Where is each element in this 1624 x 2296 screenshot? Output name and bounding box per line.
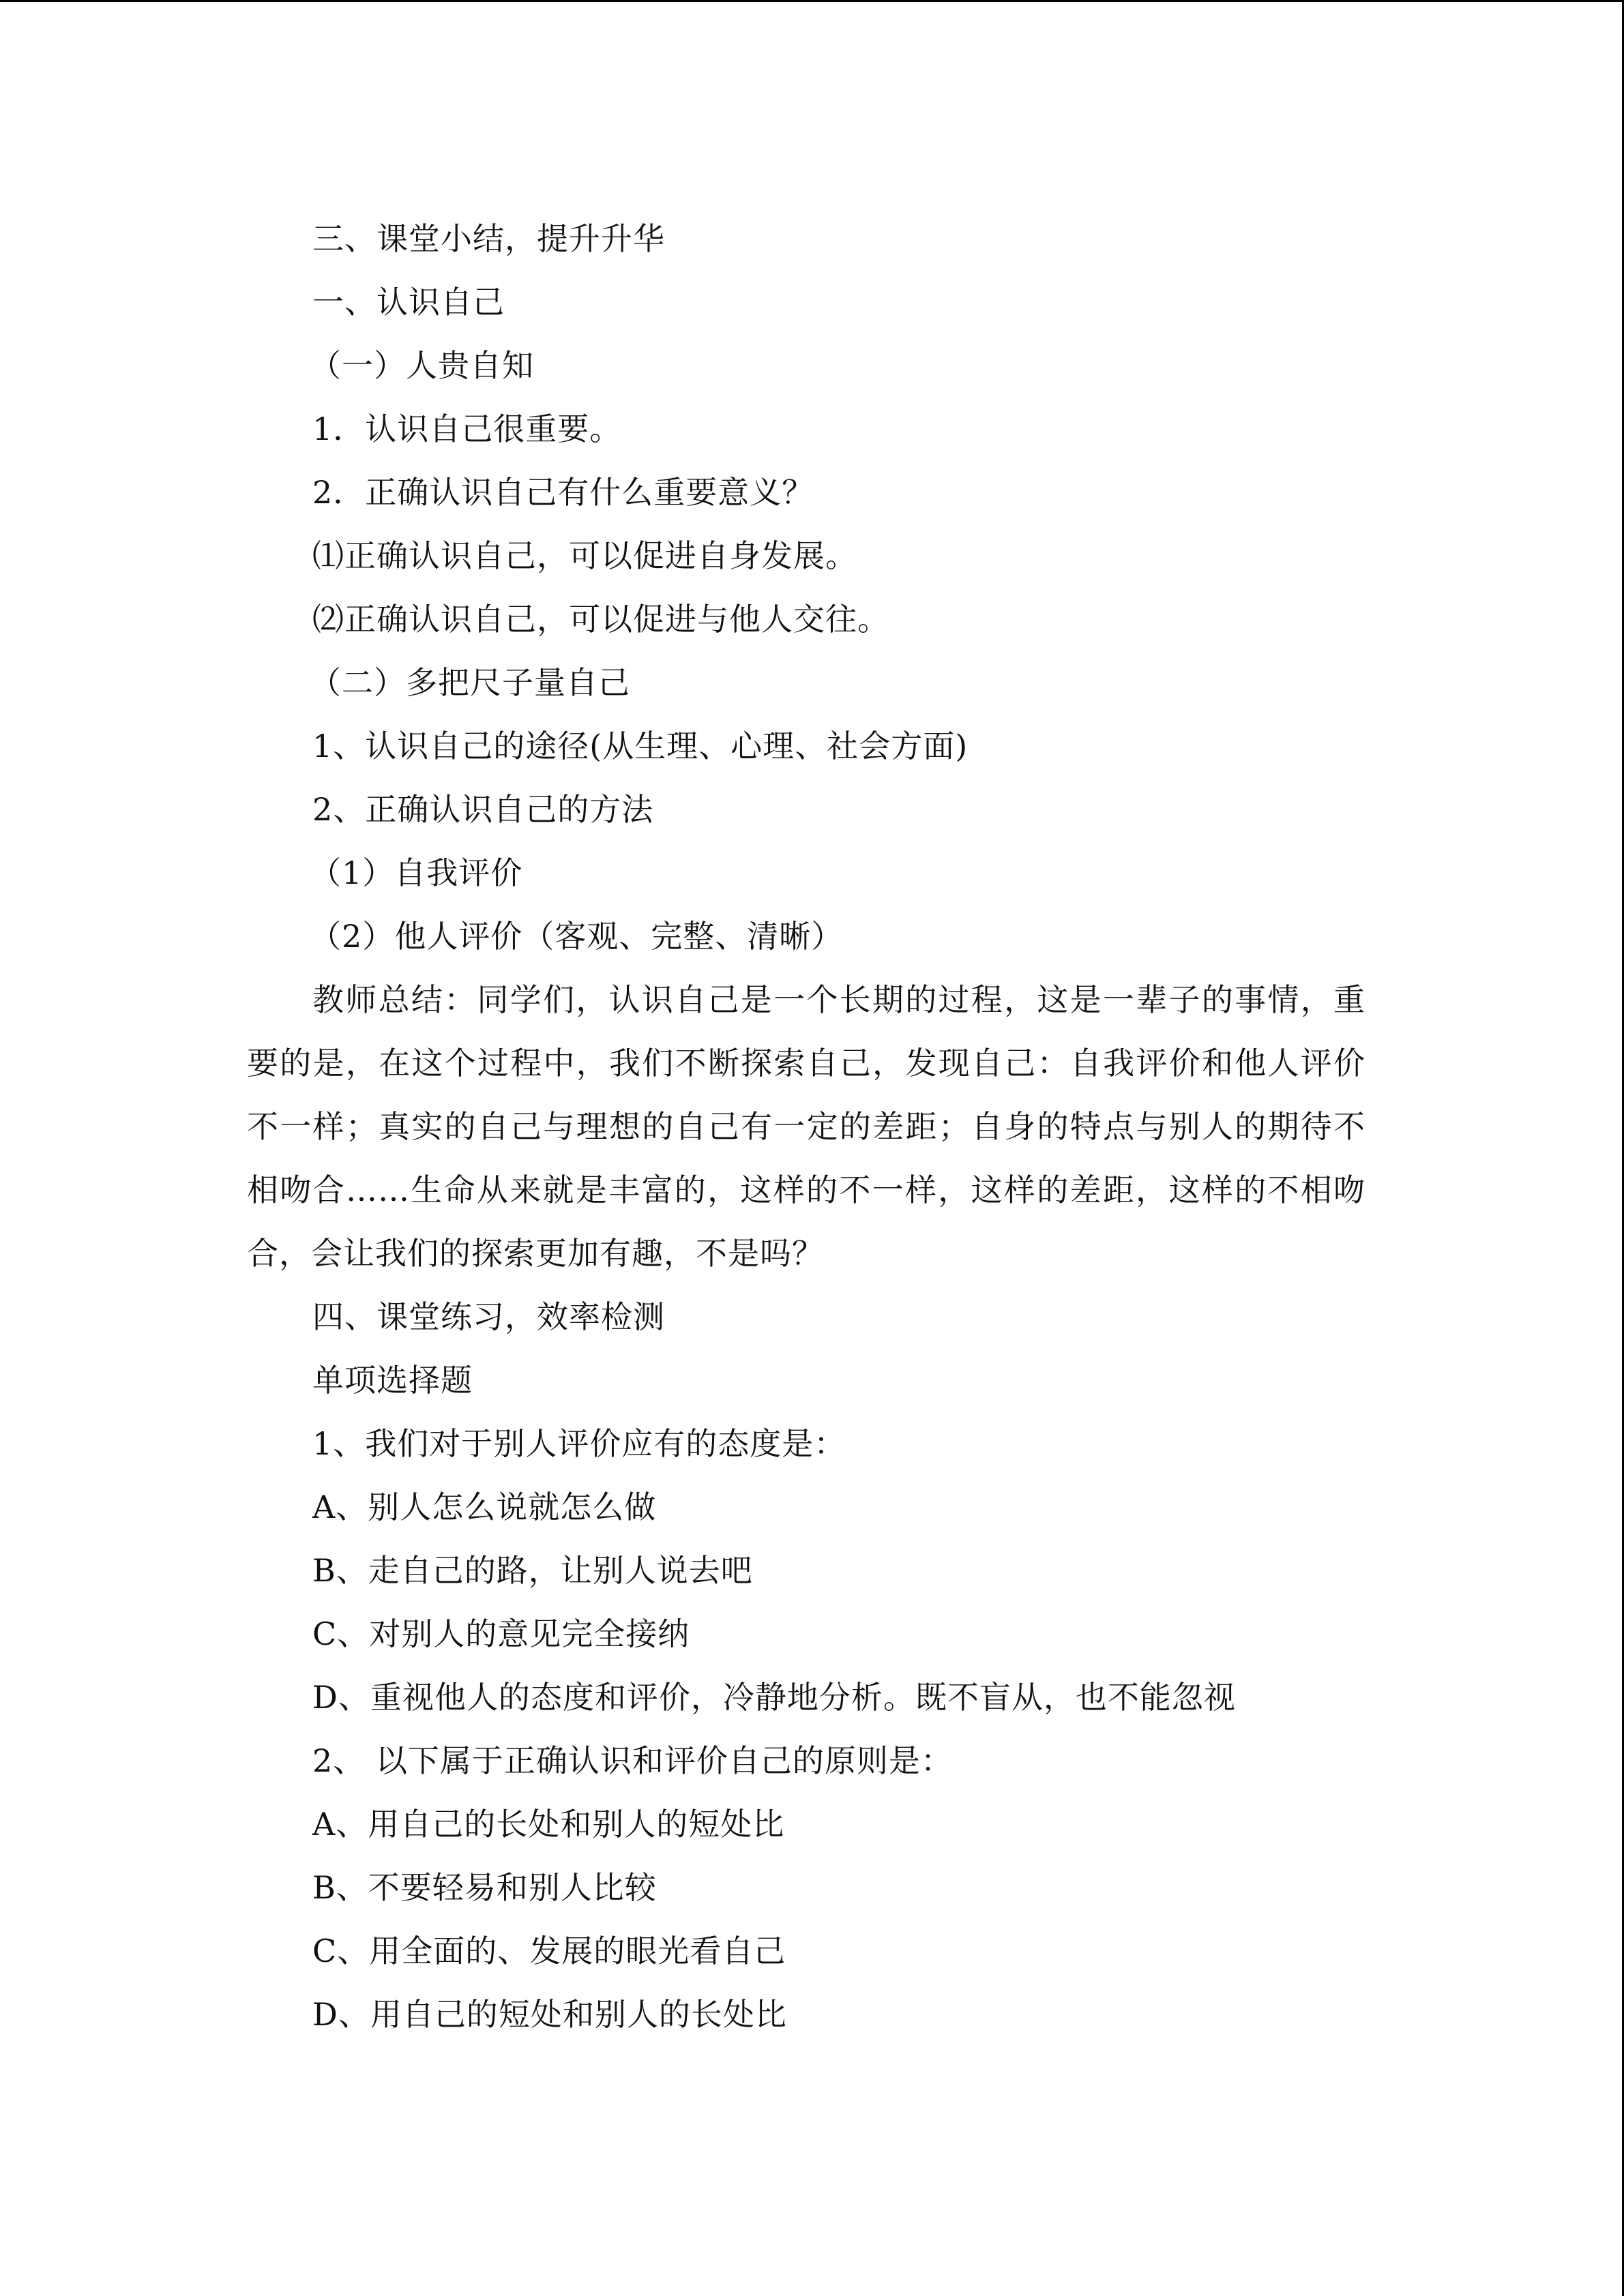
question-2-option-c: C、用全面的、发展的眼光看自己 — [312, 1933, 786, 1969]
topic-heading-know-yourself: 一、认识自己 — [312, 284, 505, 320]
method-2-sub-1: （1）自我评价 — [310, 854, 523, 891]
question-2-option-b: B、不要轻易和别人比较 — [312, 1869, 657, 1906]
method-2-sub-2: （2）他人评价（客观、完整、清晰） — [310, 918, 844, 955]
section-heading-summary: 三、课堂小结，提升升华 — [312, 220, 665, 257]
question-1-option-d: D、重视他人的态度和评价，冷静地分析。既不盲从，也不能忽视 — [312, 1679, 1236, 1716]
question-type-label: 单项选择题 — [312, 1362, 473, 1399]
point-2-sub-1: ⑴正确认识自己，可以促进自身发展。 — [312, 537, 857, 574]
document-body — [247, 207, 1365, 2046]
section-heading-practice: 四、课堂练习，效率检测 — [312, 1298, 665, 1335]
page-border-top — [0, 0, 1624, 2]
question-1-option-b: B、走自己的路，让别人说去吧 — [312, 1552, 753, 1589]
question-1: 1、我们对于别人评价应有的态度是： — [312, 1425, 846, 1462]
method-2: 2、正确认识自己的方法 — [312, 791, 654, 828]
subtopic-heading-multiple-rulers: （二）多把尺子量自己 — [310, 664, 630, 701]
subtopic-heading-self-knowledge: （一）人贵自知 — [310, 347, 534, 384]
question-1-option-c: C、对别人的意见完全接纳 — [312, 1615, 690, 1652]
method-1: 1、认识自己的途径(从生理、心理、社会方面) — [312, 728, 969, 764]
question-1-option-a: A、别人怎么说就怎么做 — [312, 1489, 657, 1525]
question-2: 2、 以下属于正确认识和评价自己的原则是： — [312, 1742, 953, 1779]
point-2-sub-2: ⑵正确认识自己，可以促进与他人交往。 — [312, 601, 889, 638]
question-2-option-d: D、用自己的短处和别人的长处比 — [312, 1996, 787, 2033]
point-2: 2．正确认识自己有什么重要意义？ — [312, 474, 814, 511]
teacher-summary-paragraph: 教师总结：同学们，认识自己是一个长期的过程，这是一辈子的事情，重要的是，在这个过程中，我们不断探索自己，发现自己：自我评价和他人评价不一样；真实的自己与理想的自己有一定的差距；自身的特点与别人的期待不相吻合……生命从来就是丰富的，这样的不一样，这样的差距，这样的不相吻合，会让我们的探索更加有趣，不是吗？ — [247, 981, 1365, 1272]
question-2-option-a: A、用自己的长处和别人的短处比 — [312, 1806, 785, 1843]
point-1: 1．认识自己很重要。 — [312, 411, 622, 447]
